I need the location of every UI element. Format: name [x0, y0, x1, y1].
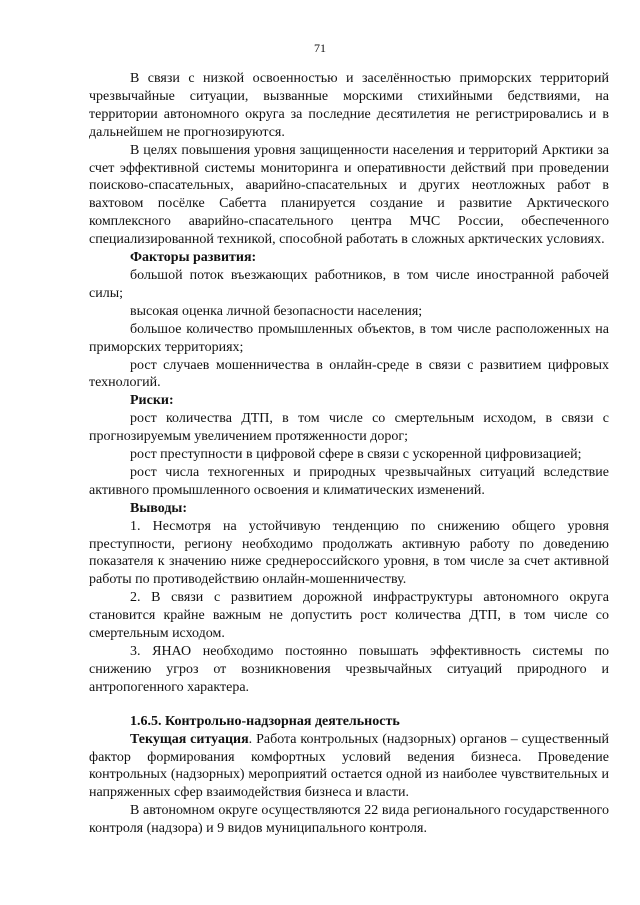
factor-item: высокая оценка личной безопасности населения; — [130, 303, 423, 319]
risks-heading: Риски: — [130, 393, 174, 409]
page-body — [89, 70, 609, 838]
conclusion-item: 1. Несмотря на устойчивую тенденцию по снижению общего уровня преступности, региону необходимо продолжать активную работу по доведению показателя к значению ниже среднероссийского уровня, в том числе за счет активной работы по противодействию онлайн-мошенничеству. — [89, 518, 609, 588]
factor-item: рост случаев мошенничества в онлайн-среде в связи с развитием цифровых технологий. — [89, 357, 609, 391]
risk-item: рост количества ДТП, в том числе со смертельным исходом, в связи с прогнозируемым увеличением протяженности дорог; — [89, 411, 609, 445]
section-title: 1.6.5. Контрольно-надзорная деятельность — [130, 713, 400, 729]
risk-item: рост числа техногенных и природных чрезвычайных ситуаций вследствие активного промышленного освоения и климатических изменений. — [89, 464, 609, 498]
page-number: 71 — [314, 41, 326, 55]
factor-item: большое количество промышленных объектов, в том числе расположенных на приморских территориях; — [89, 321, 609, 355]
current-situation-label: Текущая ситуация — [130, 731, 249, 747]
factors-heading: Факторы развития: — [130, 250, 257, 266]
paragraph-arctic-rescue-center: В целях повышения уровня защищенности населения и территорий Арктики за счет эффективной системы мониторинга и оперативности действий при проведении поисково-спасательных, аварийно-спасательных и других неотложных работ в вахтовом посёлке Сабетта планируется создание и развитие Арктического комплексного аварийно-спасательного центра МЧС России, обеспеченного специализированной техникой, способной работать в сложных арктических условиях. — [89, 142, 609, 248]
conclusion-item: 3. ЯНАО необходимо постоянно повышать эффективность системы по снижению угроз от возникновения чрезвычайных ситуаций природного и антропогенного характера. — [89, 644, 609, 695]
paragraph-coastal-emergencies: В связи с низкой освоенностью и заселённостью приморских территорий чрезвычайные ситуации, вызванные морскими стихийными бедствиями, на территории автономного округа за последние десятилетия не регистрировались и в дальнейшем не прогнозируются. — [89, 71, 609, 140]
risk-item: рост преступности в цифровой сфере в связи с ускоренной цифровизацией; — [130, 447, 582, 463]
current-situation-text: . Работа контрольных (надзорных) органов – существенный фактор формирования комфортных условий ведения бизнеса. Проведение контрольных (надзорных) мероприятий остается одной из наиболее чувствительных и напряженных сфер взаимодействия бизнеса и власти. — [89, 731, 609, 801]
factor-item: большой поток въезжающих работников, в том числе иностранной рабочей силы; — [89, 267, 609, 301]
paragraph-control-types: В автономном округе осуществляются 22 вида регионального государственного контроля (надзора) и 9 видов муниципального контроля. — [89, 803, 609, 837]
conclusions-heading: Выводы: — [130, 500, 188, 516]
conclusion-item: 2. В связи с развитием дорожной инфраструктуры автономного округа становится крайне важным не допустить рост количества ДТП, в том числе со смертельным исходом. — [89, 590, 609, 642]
paragraph-current-situation — [89, 731, 609, 803]
